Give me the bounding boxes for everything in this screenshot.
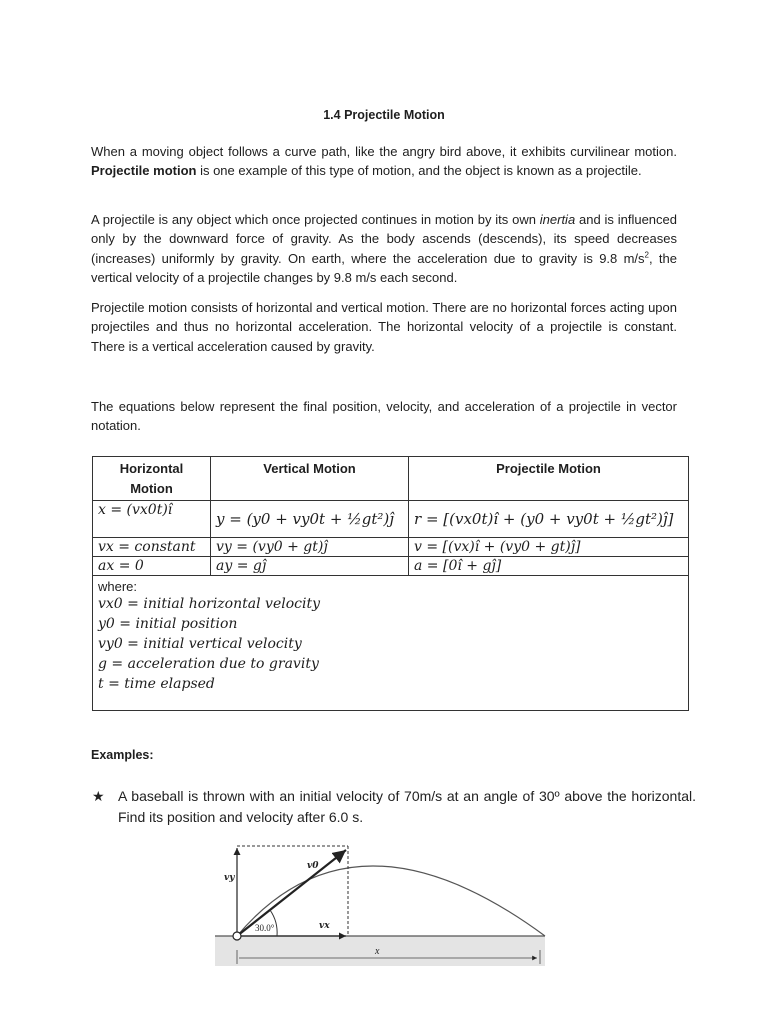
definition-item: t = time elapsed <box>98 676 215 692</box>
p2-text-c: , the vertical velocity of a projectile changes by 9.8 m/s each second. <box>91 250 678 285</box>
p2-italic-term: inertia <box>539 212 576 227</box>
eq-vertical-acceleration: ay = gĵ <box>216 558 267 574</box>
p2-superscript: 2 <box>644 250 649 260</box>
examples-heading: Examples: <box>91 748 154 762</box>
p2-text-b: and is influenced only by the downward force of gravity. As the body ascends (descends), its speed decreases (increases) uniformly by gravity. On earth, where the acceleration due to gravity is 9.8 m/s <box>91 212 677 266</box>
label-x: x <box>375 946 380 957</box>
example-text: A baseball is thrown with an initial velocity of 70m/s at an angle of 30º above the horizontal. Find its position and velocity after 6.0 s. <box>118 788 696 825</box>
section-title: 1.4 Projectile Motion <box>323 108 445 122</box>
paragraph-components: Projectile motion consists of horizontal and vertical motion. There are no horizontal forces acting upon projectiles and thus no horizontal acceleration. The horizontal velocity of a projectile is constant. There is a vertical acceleration caused by gravity. <box>91 300 677 354</box>
table-header-row <box>93 457 689 501</box>
eq-projectile-acceleration: a = [0î + gĵ] <box>414 558 502 574</box>
p1-bold-term: Projectile motion <box>91 163 197 179</box>
eq-horizontal-position: x = (vx0t)î <box>98 502 173 518</box>
header-vertical: Vertical Motion <box>211 457 409 501</box>
p1-text-a: When a moving object follows a curve path, like the angry bird above, it exhibits curvilinear motion. <box>91 144 677 159</box>
where-label: where: <box>98 579 138 594</box>
eq-projectile-position: r = [(vx0t)î + (y0 + vy0t + ½gt²)ĵ] <box>414 510 674 528</box>
paragraph-projectile-definition <box>91 210 677 287</box>
eq-vertical-velocity: vy = (vy0 + gt)ĵ <box>216 539 328 555</box>
header-projectile: Projectile Motion <box>409 457 689 501</box>
definition-item: vy0 = initial vertical velocity <box>98 636 302 652</box>
paragraph-curvilinear <box>91 142 677 181</box>
definition-item: y0 = initial position <box>98 616 238 632</box>
eq-horizontal-acceleration: ax = 0 <box>98 558 144 574</box>
header-horizontal: Horizontal Motion <box>93 457 211 501</box>
label-vx: vx <box>319 921 330 931</box>
position-row <box>93 501 689 538</box>
ground-shading <box>215 936 545 966</box>
eq-vertical-position: y = (y0 + vy0t + ½gt²)ĵ <box>216 510 394 528</box>
example-item <box>92 786 696 828</box>
star-bullet-icon: ★ <box>92 788 105 804</box>
eq-projectile-velocity: v = [(vx)î + (vy0 + gt)ĵ] <box>414 539 581 555</box>
definition-item: vx0 = initial horizontal velocity <box>98 596 320 612</box>
launch-point <box>233 932 241 940</box>
v0-arrow <box>237 850 346 936</box>
definitions-cell <box>93 576 689 711</box>
label-vy: vy <box>224 873 235 883</box>
paragraph-equations-intro: The equations below represent the final position, velocity, and acceleration of a projectile in vector notation. <box>91 399 677 434</box>
eq-horizontal-velocity: vx = constant <box>98 539 196 555</box>
acceleration-row <box>93 557 689 576</box>
p1-text-b: is one example of this type of motion, and the object is known as a projectile. <box>196 163 642 179</box>
label-v0: v0 <box>307 861 319 871</box>
definition-item: g = acceleration due to gravity <box>98 656 319 672</box>
velocity-row <box>93 538 689 557</box>
p2-text-a: A projectile is any object which once projected continues in motion by its own <box>91 212 540 227</box>
projectile-diagram <box>215 838 550 968</box>
where-row <box>93 576 689 711</box>
motion-equations-table <box>92 456 689 711</box>
trajectory-curve <box>237 866 545 936</box>
label-angle: 30.0° <box>255 923 275 933</box>
